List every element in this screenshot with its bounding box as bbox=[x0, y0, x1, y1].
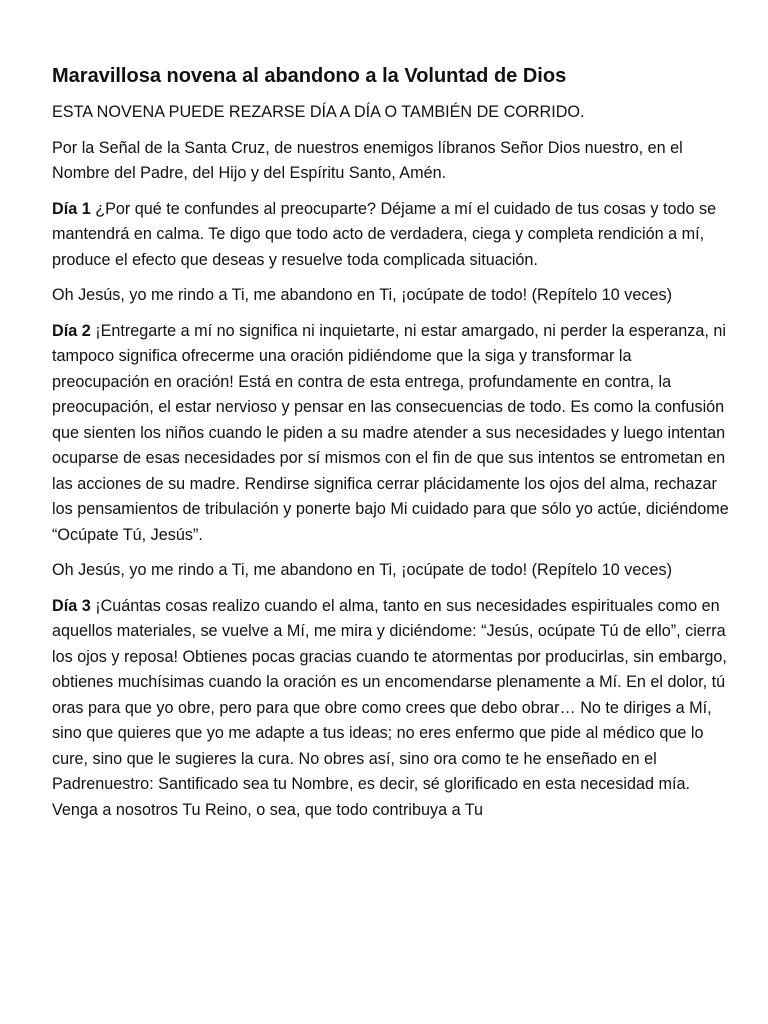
day-1-prayer: Oh Jesús, yo me rindo a Ti, me abandono en Ti, ¡ocúpate de todo! (Repítelo 10 veces) bbox=[52, 286, 672, 304]
day-2-paragraph bbox=[52, 319, 732, 549]
day-2-text: ¡Entregarte a mí no significa ni inquietarte, ni estar amargado, ni perder la esperanza, ni tampoco significa ofrecerme una oración pidiéndome que la siga y transformar la preocupación en oración! Está en contra de esta entrega, profundamente en contra, la preocupación, el estar nervioso y pensar en las consecuencias de todo. Es como la confusión que sienten los niños cuando le piden a su madre atender a sus necesidades y luego intentan ocuparse de esas necesidades por sí mismos con el fin de que sus intentos se entrometan en las acciones de su madre. Rendirse significa cerrar plácidamente los ojos del alma, rechazar los pensamientos de tribulación y ponerte bajo Mi cuidado para que sólo yo actúe, diciéndome “Ocúpate Tú, Jesús”. bbox=[52, 321, 729, 544]
day-3-paragraph bbox=[52, 594, 732, 824]
day-1-paragraph bbox=[52, 197, 732, 274]
day-2-label: Día 2 bbox=[52, 321, 91, 340]
day-1-text: ¿Por qué te confundes al preocuparte? Déjame a mí el cuidado de tus cosas y todo se mantendrá en calma. Te digo que todo acto de verdadera, ciega y completa rendición a mí, produce el efecto que deseas y resuelve toda complicada situación. bbox=[52, 199, 717, 269]
day-3-label: Día 3 bbox=[52, 596, 91, 615]
day-3-text: ¡Cuántas cosas realizo cuando el alma, tanto en sus necesidades espirituales como en aquellos materiales, se vuelve a Mí, me mira y diciéndome: “Jesús, ocúpate Tú de ello”, cierra los ojos y reposa! Obtienes pocas gracias cuando te atormentas por producirlas, sin embargo, obtienes muchísimas cuando la oración es un encomendarse plenamente a Mí. En el dolor, tú oras para que yo obre, pero para que obre como crees que debo obrar… No te diriges a Mí, sino que quieres que yo me adapte a tus ideas; no eres enfermo que pide al médico que lo cure, sino que le sugieres la cura. No obres así, sino ora como te he enseñado en el Padrenuestro: Santificado sea tu Nombre, es decir, sé glorificado en esta necesidad mía. Venga a nosotros Tu Reino, o sea, que todo contribuya a Tu bbox=[52, 596, 727, 819]
day-1-label: Día 1 bbox=[52, 199, 91, 218]
opening-prayer: Por la Señal de la Santa Cruz, de nuestros enemigos líbranos Señor Dios nuestro, en el Nombre del Padre, del Hijo y del Espíritu Santo, Amén. bbox=[52, 138, 683, 182]
intro-note: ESTA NOVENA PUEDE REZARSE DÍA A DÍA O TAMBIÉN DE CORRIDO. bbox=[52, 103, 585, 121]
document-title: Maravillosa novena al abandono a la Voluntad de Dios bbox=[52, 65, 567, 87]
day-2-prayer: Oh Jesús, yo me rindo a Ti, me abandono en Ti, ¡ocúpate de todo! (Repítelo 10 veces) bbox=[52, 561, 672, 579]
